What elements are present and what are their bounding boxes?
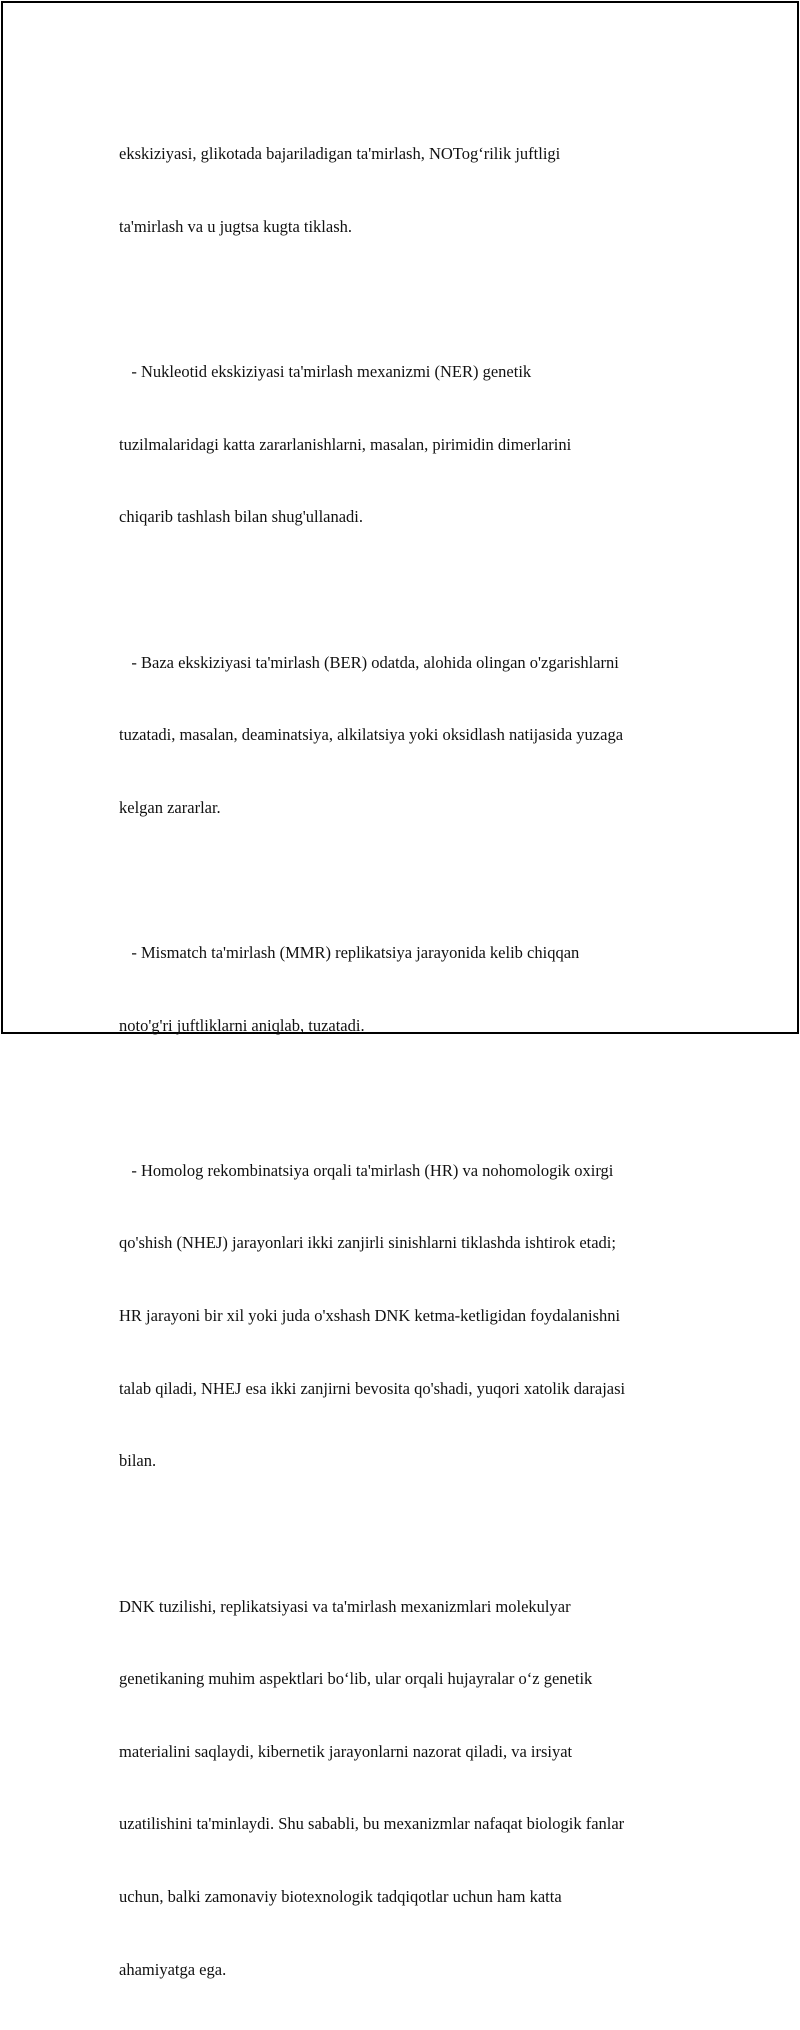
text-line: uchun, balki zamonaviy biotexnologik tadqiqotlar uchun ham katta — [119, 1886, 562, 1906]
text-line: - Nukleotid ekskiziyasi ta'mirlash mexanizmi (NER) genetik — [119, 362, 532, 382]
text-line: genetikaning muhim aspektlari bo‘lib, ular orqali hujayralar o‘z genetik — [119, 1669, 593, 1689]
paragraph-conclusion — [119, 1546, 699, 2030]
text-line: materialini saqlaydi, kibernetik jarayonlarni nazorat qiladi, va irsiyat — [119, 1741, 573, 1761]
paragraph-ber — [119, 602, 699, 868]
document-body — [119, 94, 699, 2030]
text-line: noto'g'ri juftliklarni aniqlab, tuzatadi. — [119, 1015, 365, 1035]
text-line: ta'mirlash va u jugtsa kugta tiklash. — [119, 217, 353, 237]
paragraph-gap — [119, 1522, 699, 1546]
text-line: tuzilmalaridagi katta zararlanishlarni, masalan, pirimidin dimerlarini — [119, 434, 572, 454]
text-line: uzatilishini ta'minlaydi. Shu sababli, bu mexanizmlar nafaqat biologik fanlar — [119, 1814, 625, 1834]
paragraph-hr-nhej — [119, 1110, 699, 1521]
text-line: talab qiladi, NHEJ esa ikki zanjirni bevosita qo'shadi, yuqori xatolik darajasi — [119, 1378, 626, 1398]
text-line: ahamiyatga ega. — [119, 1959, 227, 1979]
text-line: HR jarayoni bir xil yoki juda o'xshash DNK ketma-ketligidan foydalanishni — [119, 1306, 621, 1326]
text-line: qo'shish (NHEJ) jarayonlari ikki zanjirli sinishlarni tiklashda ishtirok etadi; — [119, 1233, 616, 1253]
text-line: - Mismatch ta'mirlash (MMR) replikatsiya jarayonida kelib chiqqan — [119, 943, 580, 963]
text-line: DNK tuzilishi, replikatsiyasi va ta'mirlash mexanizmlari molekulyar — [119, 1596, 571, 1616]
paragraph-gap — [119, 578, 699, 602]
text-line: chiqarib tashlash bilan shug'ullanadi. — [119, 507, 364, 527]
text-line: tuzatadi, masalan, deaminatsiya, alkilatsiya yoki oksidlash natijasida yuzaga — [119, 725, 624, 745]
paragraph-gap — [119, 288, 699, 312]
paragraph-intro-continuation — [119, 94, 699, 288]
text-line: kelgan zararlar. — [119, 797, 221, 817]
page-frame — [1, 1, 799, 1979]
paragraph-ner — [119, 312, 699, 578]
text-line: - Baza ekskiziyasi ta'mirlash (BER) odatda, alohida olingan o'zgarishlarni — [119, 652, 619, 672]
text-line: ekskiziyasi, glikotada bajariladigan ta'mirlash, NOTog‘rilik juftligi — [119, 144, 561, 164]
paragraph-gap — [119, 1086, 699, 1110]
paragraph-mmr — [119, 893, 699, 1087]
text-line: - Homolog rekombinatsiya orqali ta'mirlash (HR) va nohomologik oxirgi — [119, 1160, 614, 1180]
paragraph-gap — [119, 868, 699, 892]
text-line: bilan. — [119, 1451, 157, 1471]
